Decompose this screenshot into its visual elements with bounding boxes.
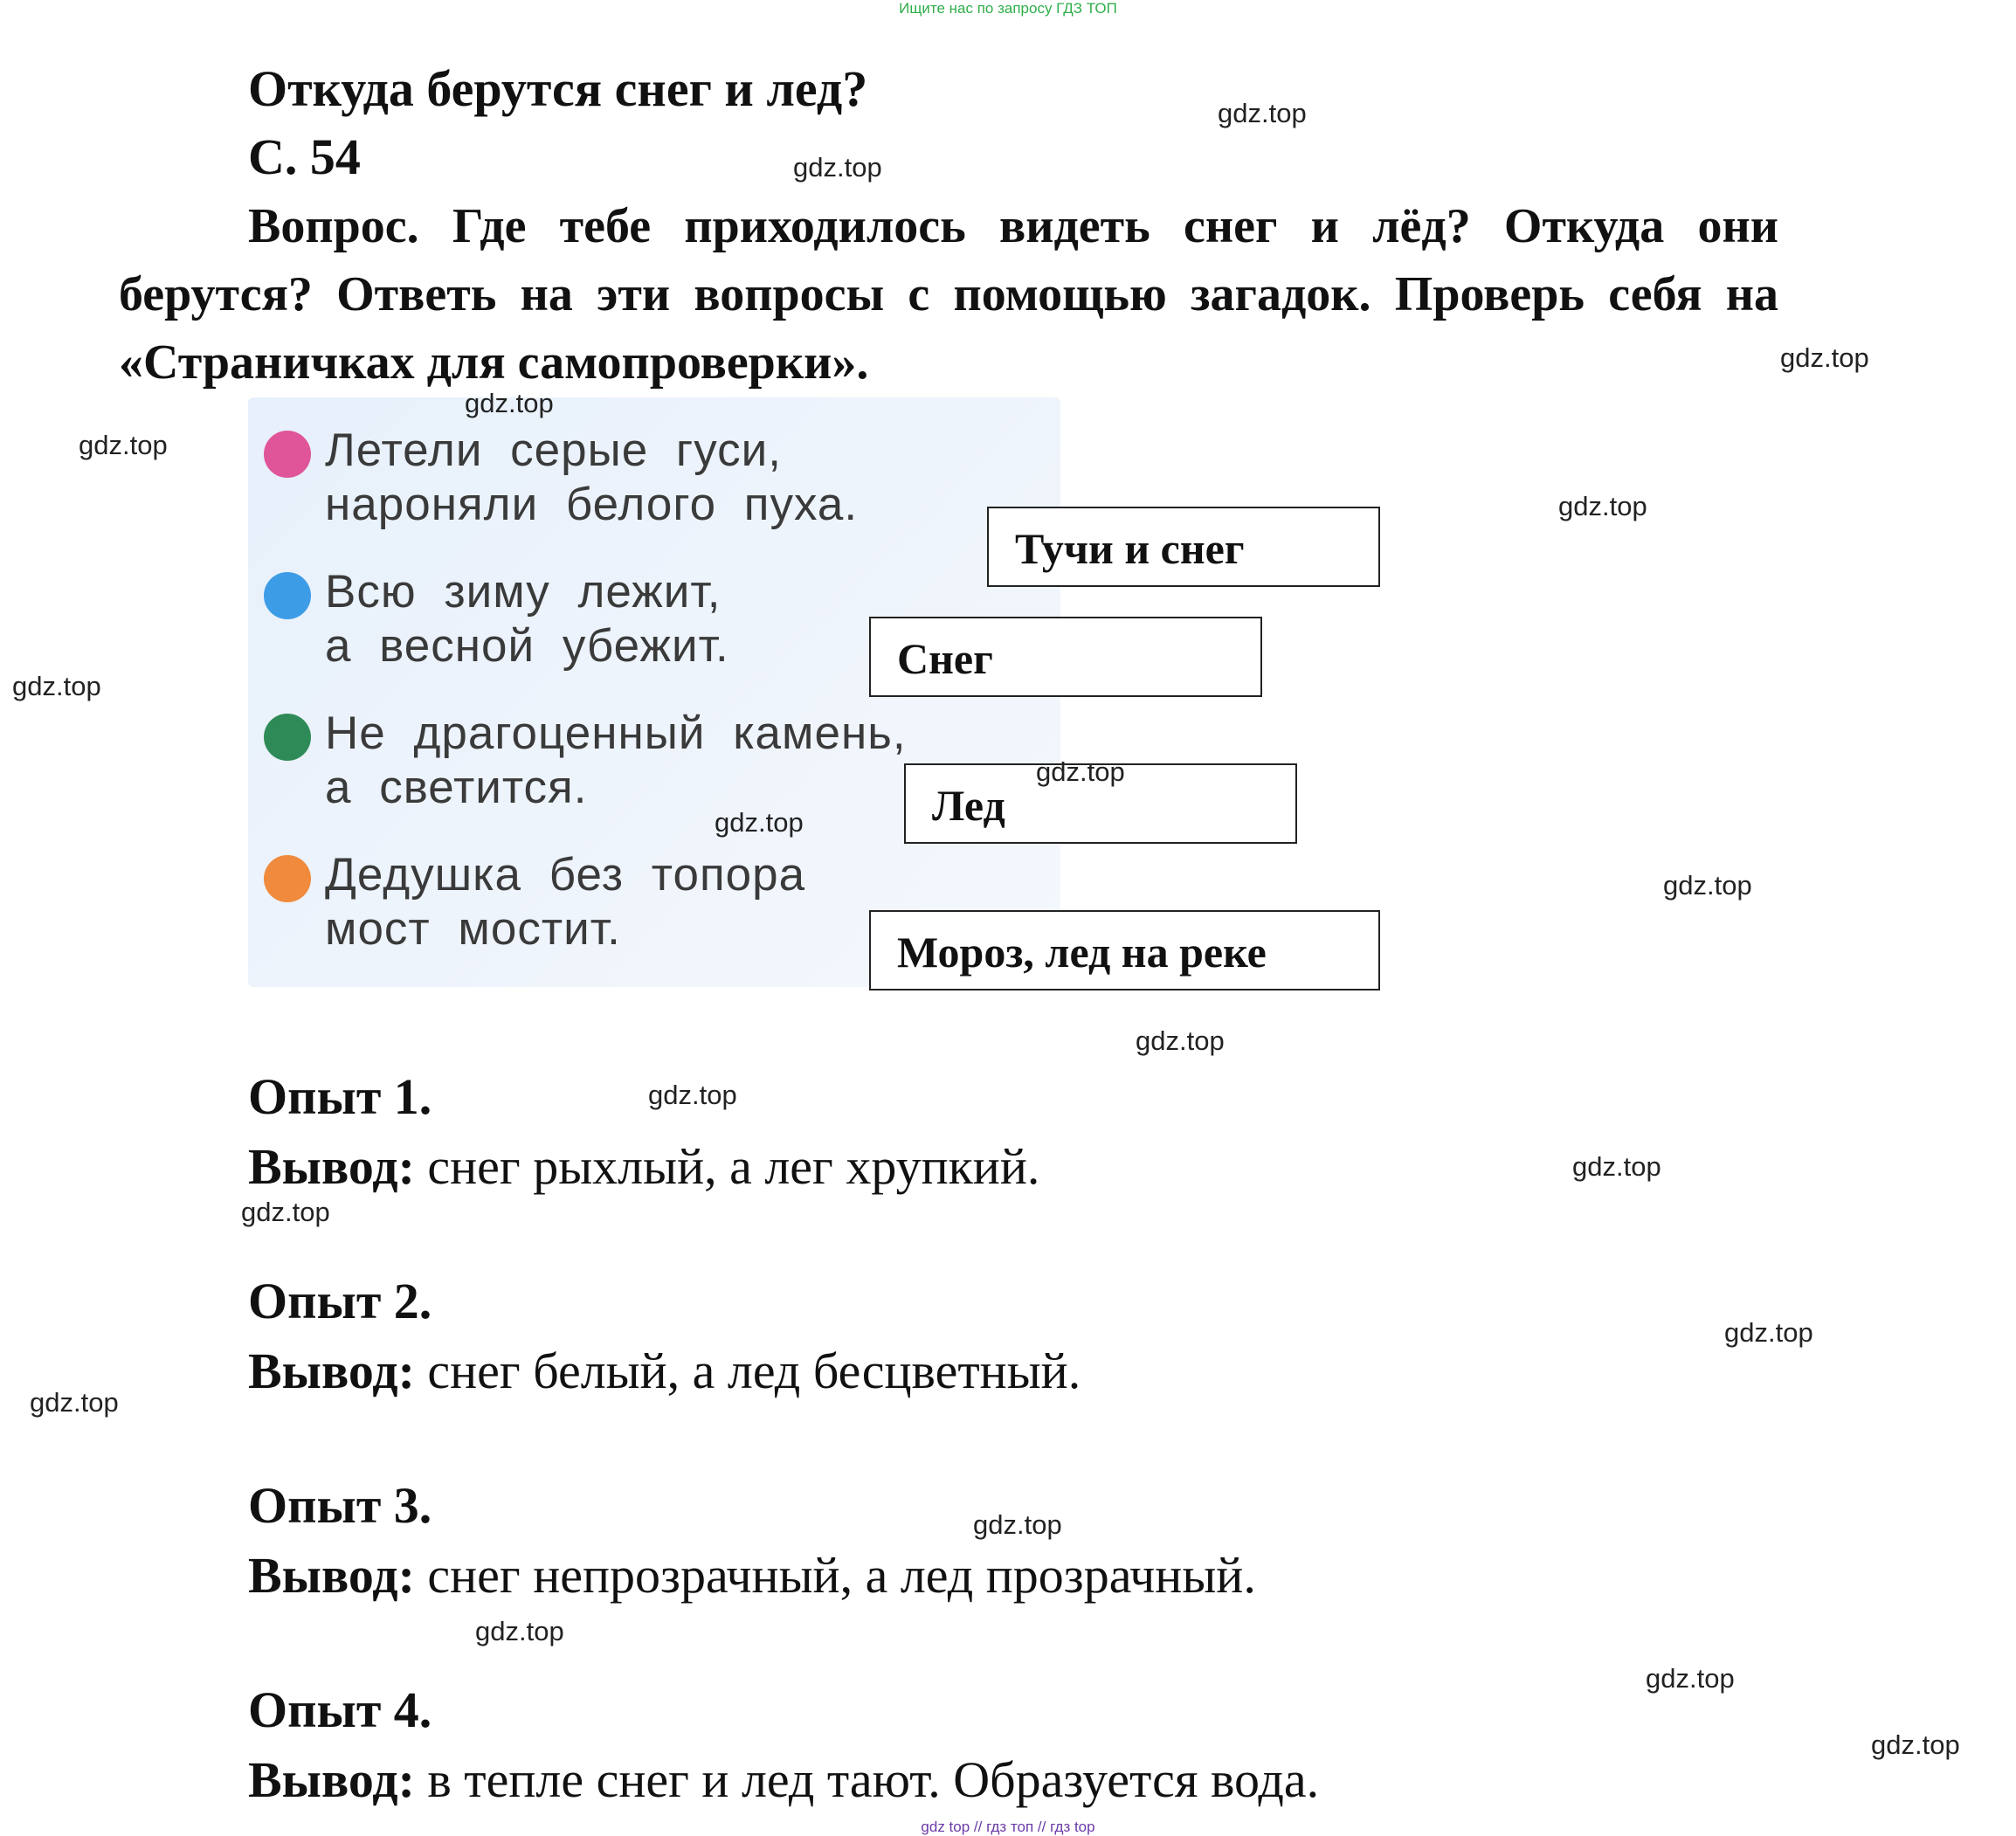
watermark: gdz.top: [1780, 342, 1869, 373]
watermark: gdz.top: [475, 1616, 564, 1646]
riddle-1-line-1: Летели серые гуси,: [325, 424, 782, 476]
riddle-4-line-1: Дедушка без топора: [325, 849, 806, 901]
watermark: gdz.top: [1871, 1729, 1960, 1760]
watermark: gdz.top: [1663, 870, 1752, 901]
conclusion-text: в тепле снег и лед тают. Образуется вода.: [414, 1751, 1320, 1808]
riddle-2: [325, 565, 729, 673]
question-line-3: «Страничках для самопроверки».: [119, 335, 869, 390]
page-title: Откуда берутся снег и лед?: [248, 60, 868, 117]
riddle-4: [325, 848, 805, 956]
experiment-1-title: Опыт 1.: [248, 1068, 432, 1125]
conclusion-text: снег непрозрачный, а лед прозрачный.: [414, 1547, 1256, 1604]
conclusion-label: Вывод:: [248, 1342, 415, 1399]
orange-dot-icon: [264, 855, 311, 902]
riddle-2-line-2: а весной убежит.: [325, 620, 729, 672]
watermark: gdz.top: [79, 430, 168, 460]
riddle-3-line-1: Не драгоценный камень,: [325, 707, 907, 759]
experiment-4-title: Опыт 4.: [248, 1681, 432, 1738]
watermark: gdz.top: [1136, 1025, 1225, 1056]
answer-box-3: Лед: [904, 763, 1297, 844]
riddle-4-line-2: мост мостит.: [325, 903, 621, 955]
experiment-3-title: Опыт 3.: [248, 1477, 432, 1534]
question-line-2: берутся? Ответь на эти вопросы с помощью загадок. Проверь себя на: [119, 267, 1778, 321]
experiment-3-conclusion: [248, 1546, 1256, 1605]
experiment-2-title: Опыт 2.: [248, 1273, 432, 1329]
riddle-1-line-2: нароняли белого пуха.: [325, 479, 859, 530]
watermark: gdz.top: [12, 671, 101, 701]
riddle-3-line-2: а светится.: [325, 762, 588, 813]
riddle-3: [325, 707, 907, 815]
watermark: gdz.top: [648, 1080, 737, 1110]
experiment-1-conclusion: [248, 1137, 1039, 1196]
watermark: gdz.top: [973, 1509, 1062, 1540]
riddle-1: [325, 424, 858, 532]
blue-dot-icon: [264, 572, 311, 619]
watermark: gdz.top: [30, 1387, 119, 1418]
question-line-1: Вопрос. Где тебе приходилось видеть снег и лёд? Откуда они: [248, 199, 1778, 253]
watermark: gdz.top: [793, 152, 882, 183]
answer-box-2: Снег: [869, 617, 1262, 697]
conclusion-label: Вывод:: [248, 1138, 415, 1195]
conclusion-text: снег рыхлый, а лег хрупкий.: [414, 1138, 1040, 1195]
page-reference: С. 54: [248, 128, 361, 185]
watermark: gdz.top: [1646, 1663, 1735, 1694]
green-dot-icon: [264, 714, 311, 761]
conclusion-text: снег белый, а лед бесцветный.: [414, 1342, 1081, 1399]
watermark: gdz.top: [1724, 1317, 1813, 1348]
experiment-4-conclusion: [248, 1750, 1319, 1809]
experiment-2-conclusion: [248, 1342, 1080, 1400]
conclusion-label: Вывод:: [248, 1751, 415, 1808]
watermark: gdz.top: [1558, 491, 1647, 521]
watermark: gdz.top: [241, 1197, 330, 1227]
riddle-2-line-1: Всю зиму лежит,: [325, 566, 721, 618]
watermark: gdz.top: [1218, 98, 1307, 128]
footer-links: gdz top // гдз топ // гдз top: [921, 1819, 1095, 1835]
pink-dot-icon: [264, 431, 311, 478]
watermark: gdz.top: [715, 807, 804, 838]
watermark: gdz.top: [465, 388, 554, 418]
search-hint: Ищите нас по запросу ГДЗ ТОП: [899, 0, 1117, 17]
conclusion-label: Вывод:: [248, 1547, 415, 1604]
watermark: gdz.top: [1036, 756, 1125, 787]
answer-box-4: Мороз, лед на реке: [869, 910, 1380, 990]
watermark: gdz.top: [1572, 1151, 1661, 1182]
answer-box-1: Тучи и снег: [987, 507, 1380, 587]
question-block: [119, 192, 1778, 397]
